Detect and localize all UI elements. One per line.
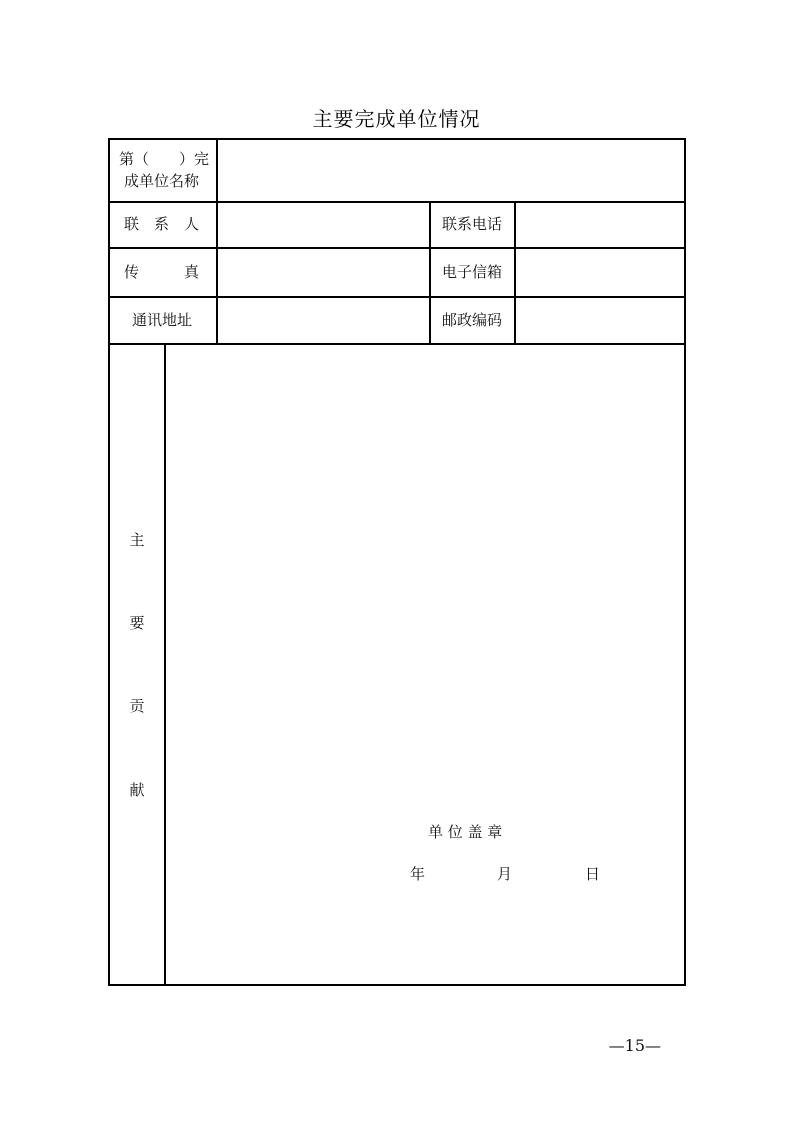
column-divider — [164, 343, 166, 986]
contact-person-label: 联 系 人 — [124, 215, 200, 233]
page-number: —15— — [608, 1036, 661, 1055]
unit-name-label-line2: 成单位名称 — [124, 172, 200, 190]
unit-seal-label: 单 位 盖 章 — [428, 823, 503, 841]
unit-name-label-line1: 第（ ）完 — [119, 150, 210, 168]
date-year-label: 年 — [410, 865, 426, 883]
row-divider — [108, 247, 685, 249]
row-divider — [108, 296, 685, 298]
contribution-label-char: 献 — [129, 781, 145, 799]
date-month-label: 月 — [497, 865, 513, 883]
contribution-body-field[interactable] — [176, 356, 674, 806]
column-divider — [216, 138, 218, 345]
row-divider — [108, 343, 685, 345]
address-label: 通讯地址 — [132, 311, 193, 329]
contribution-label-char: 要 — [129, 614, 145, 632]
contact-phone-label: 联系电话 — [442, 215, 503, 233]
postal-code-label: 邮政编码 — [442, 311, 503, 329]
table-border-top — [108, 138, 685, 140]
date-day-label: 日 — [585, 865, 601, 883]
fax-label: 传 真 — [124, 263, 200, 281]
row-divider — [108, 201, 685, 203]
table-border-right — [684, 138, 686, 986]
table-border-left — [108, 138, 110, 986]
column-divider — [514, 201, 516, 345]
column-divider — [429, 201, 431, 345]
table-border-bottom — [108, 984, 685, 986]
email-label: 电子信箱 — [442, 263, 503, 281]
form-title: 主要完成单位情况 — [312, 107, 481, 131]
contribution-label-char: 主 — [129, 531, 145, 549]
contribution-label-char: 贡 — [129, 697, 145, 715]
